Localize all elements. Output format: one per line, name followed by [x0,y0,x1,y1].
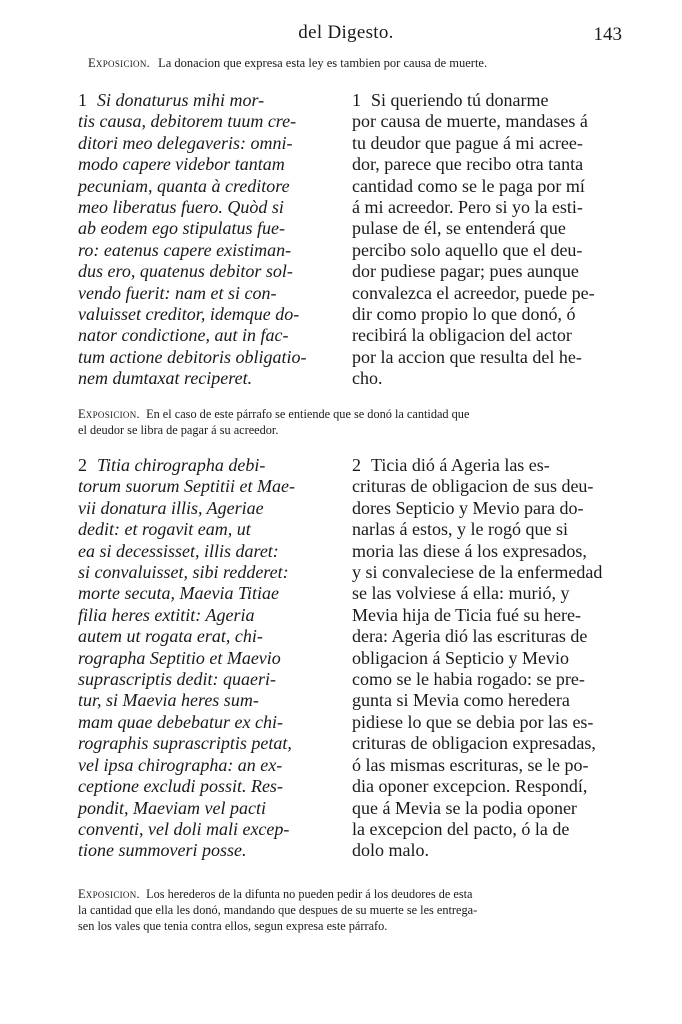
spanish-line: pidiese lo que se debia por las es- [352,711,594,732]
latin-line: nator condictione, aut in fac- [78,325,289,346]
exposicion-note-1 [78,406,618,438]
exposicion-note-2 [78,886,618,934]
spanish-line: crituras de obligacion expresadas, [352,733,596,754]
latin-line: autem ut rogata erat, chi- [78,626,263,647]
paragraph-number: 1 [352,90,361,110]
latin-line: ro: eatenus capere existiman- [78,239,292,260]
exposicion-label: Exposicion. [88,56,151,70]
spanish-line: convalezca el acreedor, puede pe- [352,282,595,303]
latin-line: mam quae debebatur ex chi- [78,711,283,732]
spanish-line: y si convaleciese de la enfermedad [352,562,603,583]
latin-line: torum suorum Septitii et Mae- [78,476,295,497]
latin-line: valuisset creditor, idemque do- [78,304,300,325]
paragraph-number: 2 [78,455,87,475]
latin-line: pondit, Maeviam vel pacti [78,797,266,818]
spanish-line: á mi acreedor. Pero si yo la esti- [352,197,583,218]
spanish-line: pulase de él, se entenderá que [352,218,566,239]
latin-line: tis causa, debitorem tuum cre- [78,111,297,132]
latin-line: tione summoveri posse. [78,840,247,861]
spanish-line: cho. [352,368,383,389]
spanish-paragraph-1 [352,90,618,390]
spanish-line: por la accion que resulta del he- [352,346,582,367]
spanish-line: dor pudiese pagar; pues aunque [352,261,579,282]
latin-line: morte secuta, Maevia Titiae [78,583,279,604]
spanish-paragraph-2 [352,455,618,862]
latin-line: meo liberatus fuero. Quòd si [78,197,284,218]
latin-line: vendo fuerit: nam et si con- [78,282,277,303]
note-line: Exposicion. En el caso de este párrafo se entiende que se donó la cantidad que [78,407,470,421]
latin-line: nem dumtaxat reciperet. [78,368,253,389]
note-line: el deudor se libra de pagar á su acreedor. [78,423,279,437]
latin-line: suprascriptis dedit: quaeri- [78,669,276,690]
spanish-line: se las volviese á ella: murió, y [352,583,570,604]
latin-line: pecuniam, quanta à creditore [78,175,290,196]
latin-line: tur, si Maevia heres sum- [78,690,259,711]
latin-line: ab eodem ego stipulatus fue- [78,218,285,239]
exposicion-label: Exposicion. [78,407,140,421]
latin-line: rographa Septitio et Maevio [78,647,281,668]
latin-paragraph-2 [78,455,340,862]
spanish-line: percibo solo aquello que el deu- [352,239,583,260]
spanish-line: dolo malo. [352,840,429,861]
latin-line: 1 Si donaturus mihi mor- [78,90,265,110]
latin-line: rographis suprascriptis petat, [78,733,292,754]
spanish-line: tu deudor que pague á mi acree- [352,132,583,153]
spanish-line: dia oponer excepcion. Respondí, [352,776,588,797]
latin-line: ditori meo delegaveris: omni- [78,132,293,153]
latin-line: modo capere videbor tantam [78,154,285,175]
spanish-line: la excepcion del pacto, ó la de [352,818,570,839]
spanish-line: obligacion á Septicio y Mevio [352,647,569,668]
latin-line: conventi, vel doli mali excep- [78,818,290,839]
spanish-line: dores Septicio y Mevio para do- [352,497,584,518]
spanish-line: narlas á estos, y le rogó que si [352,519,568,540]
latin-line: dus ero, quatenus debitor sol- [78,261,293,282]
spanish-line: dera: Ageria dió las escrituras de [352,626,588,647]
note-line: Exposicion. Los herederos de la difunta no pueden pedir á los deudores de esta [78,887,473,901]
exposicion-heading [88,56,618,71]
spanish-line: que á Mevia se la podia oponer [352,797,577,818]
running-title: del Digesto. [298,22,394,43]
spanish-line: gunta si Mevia como heredera [352,690,570,711]
spanish-line: cantidad como se le paga por mí [352,175,585,196]
latin-line: ea si decessisset, illis daret: [78,540,279,561]
spanish-line: crituras de obligacion de sus deu- [352,476,594,497]
spanish-line: ó las mismas escrituras, se le po- [352,754,589,775]
latin-line: 2 Titia chirographa debi- [78,455,266,475]
latin-line: tum actione debitoris obligatio- [78,346,307,367]
spanish-line: Mevia hija de Ticia fué su here- [352,604,581,625]
spanish-line: dir como propio lo que donó, ó [352,304,576,325]
latin-line: vii donatura illis, Ageriae [78,497,264,518]
paragraph-number: 1 [78,90,87,110]
latin-paragraph-1 [78,90,340,390]
spanish-line: dor, parece que recibo otra tanta [352,154,584,175]
note-line: la cantidad que ella les donó, mandando que despues de su muerte se les entrega- [78,903,478,917]
page-number: 143 [593,24,622,45]
note-line: sen los vales que tenia contra ellos, segun expresa este párrafo. [78,919,388,933]
page-header [70,22,622,48]
spanish-line: 1 Si queriendo tú donarme [352,90,549,110]
spanish-line: como se le habia rogado: se pre- [352,669,585,690]
latin-line: filia heres extitit: Ageria [78,604,255,625]
latin-line: dedit: et rogavit eam, ut [78,519,251,540]
exposicion-label: Exposicion. [78,887,140,901]
spanish-line: 2 Ticia dió á Ageria las es- [352,455,550,475]
latin-line: ceptione excludi possit. Res- [78,776,283,797]
spanish-line: por causa de muerte, mandases á [352,111,588,132]
latin-line: vel ipsa chirographa: an ex- [78,754,283,775]
spanish-line: recibirá la obligacion del actor [352,325,572,346]
latin-line: si convaluisset, sibi redderet: [78,562,289,583]
exposicion-text: La donacion que expresa esta ley es tambien por causa de muerte. [158,56,488,70]
paragraph-number: 2 [352,455,361,475]
spanish-line: moria las diese á los expresados, [352,540,587,561]
